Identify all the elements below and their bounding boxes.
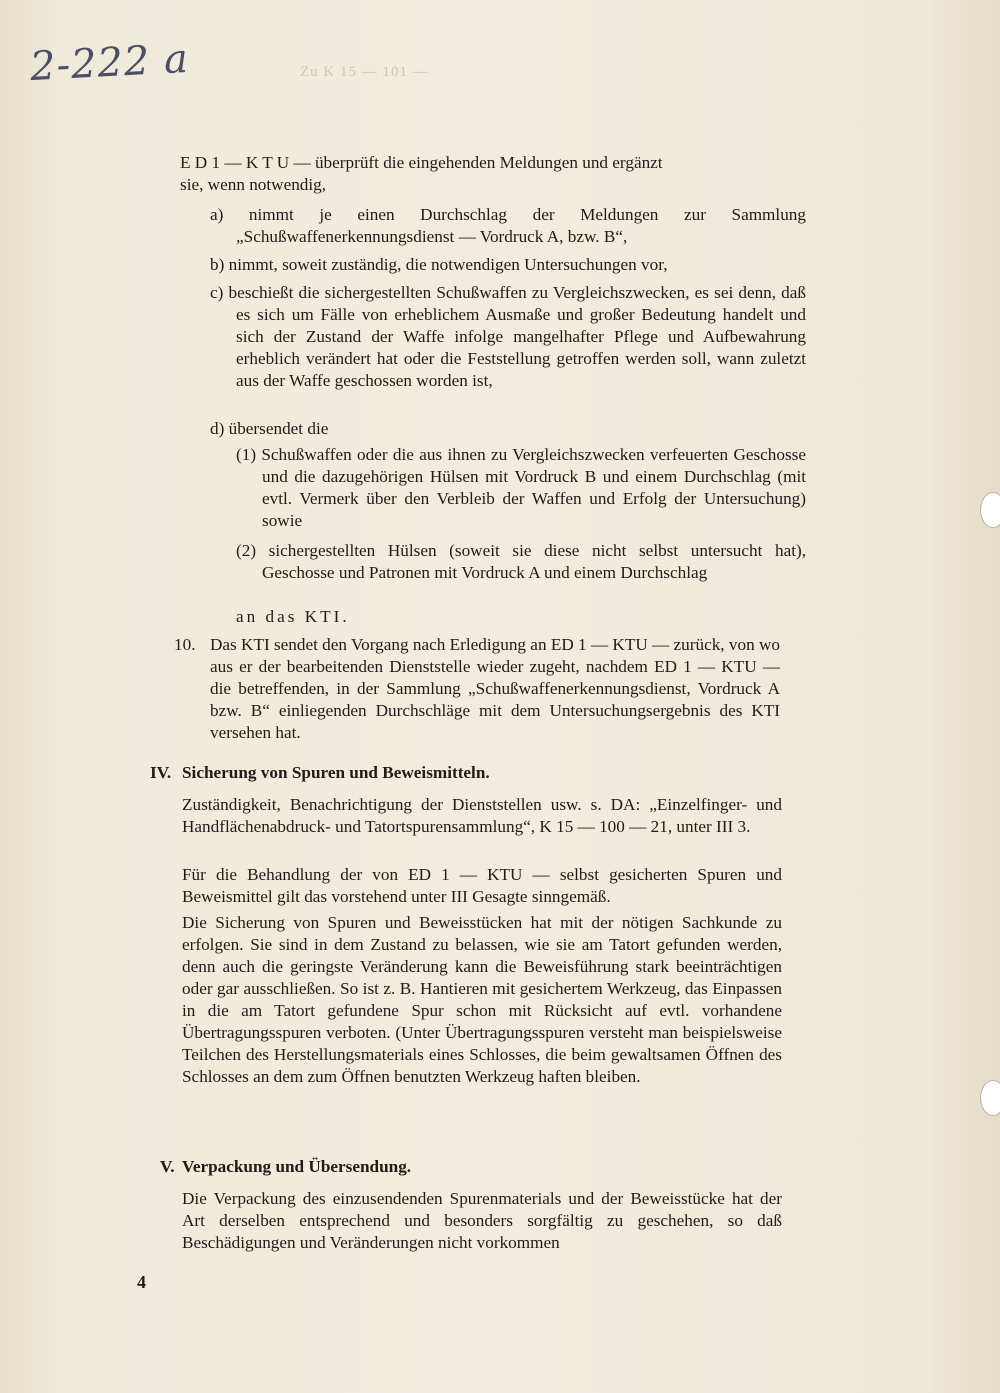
section-4-paragraph-2: Für die Behandlung der von ED 1 — KTU — selbst gesicherten Spuren und Beweismittel gilt das vorstehend unter III Gesagte sinngemäß.	[182, 865, 782, 906]
section-4-paragraph-3: Die Sicherung von Spuren und Beweisstücken hat mit der nötigen Sachkunde zu erfolgen. Sie sind in dem Zustand zu belassen, wie sie am Tatort gefunden werden, denn auch die geringste Veränderung kann die Beweisführung stark beeinträchtigen oder gar ausschließen. So ist z. B. Hantieren mit gesichertem Werkzeug, das Einpassen in die am Tatort gefundene Spur schon mit Rücksicht auf evtl. vorhandene Übertragungsspuren verboten. (Unter Übertragungsspuren versteht man beispielsweise Teilchen des Herstellungsmaterials eines Schlosses, die beim gewaltsamen Öffnen des Schlosses an dem zum Öffnen benutzten Werkzeug haften bleiben.	[182, 913, 782, 1086]
handwritten-margin-note: 2-222 a	[28, 35, 190, 91]
section-4-title: Sicherung von Spuren und Beweismitteln.	[182, 763, 490, 782]
paragraph-10-number: 10.	[174, 635, 196, 654]
list-item-d1: (1) Schußwaffen oder die aus ihnen zu Vergleichszwecken verfeuerten Geschosse und die dazugehörigen Hülsen mit Vordruck B und einem Durchschlag (mit evtl. Vermerk über den Verbleib der Waffen und Erfolg der Untersuchung) sowie	[236, 445, 806, 530]
paragraph-10-text: Das KTI sendet den Vorgang nach Erledigung an ED 1 — KTU — zurück, von wo aus er der bearbeitenden Dienststelle wieder zugeht, nachdem ED 1 — KTU — die betreffenden, in der Sammlung „Schußwaffenerkennungsdienst, Vordruck A bzw. B“ einliegenden Durchschläge mit dem Untersuchungsergebnis des KTI versehen hat.	[210, 635, 780, 742]
page-number: 4	[137, 1272, 146, 1292]
list-item-a: a) nimmt je einen Durchschlag der Meldungen zur Sammlung „Schußwaffenerkennungsdienst — Vordruck A, bzw. B“,	[210, 205, 806, 246]
section-4-paragraph-1: Zuständigkeit, Benachrichtigung der Dienststellen usw. s. DA: „Einzelfinger- und Handflächenabdruck- und Tatortspurensammlung“, K 15 — 100 — 21, unter III 3.	[182, 795, 782, 836]
intro-line-2: sie, wenn notwendig,	[180, 175, 327, 194]
section-4-number: IV.	[150, 763, 172, 782]
punch-hole	[980, 492, 1000, 528]
section-5-title: Verpackung und Übersendung.	[182, 1157, 412, 1176]
section-5-paragraph-1: Die Verpackung des einzusendenden Spurenmaterials und der Beweisstücke hat der Art derselben entsprechend und besonders sorgfältig zu geschehen, so daß Beschädigungen und Veränderungen nicht vorkommen	[182, 1189, 782, 1252]
list-item-b: b) nimmt, soweit zuständig, die notwendigen Untersuchungen vor,	[210, 255, 668, 274]
intro-line-1: E D 1 — K T U — überprüft die eingehenden Meldungen und ergänzt	[180, 153, 663, 172]
list-item-d: d) übersendet die	[210, 419, 329, 438]
section-5-number: V.	[160, 1157, 175, 1176]
list-item-d-end: an das KTI.	[236, 607, 350, 626]
punch-hole	[980, 1080, 1000, 1116]
list-item-d2: (2) sichergestellten Hülsen (soweit sie diese nicht selbst untersucht hat), Geschosse und Patronen mit Vordruck A und einem Durchschlag	[236, 541, 806, 582]
list-item-c: c) beschießt die sichergestellten Schußwaffen zu Vergleichszwecken, es sei denn, daß es sich um Fälle von erheblichem Ausmaße und großer Bedeutung handelt und sich der Zustand der Waffe infolge mangelhafter Pflege und Aufbewahrung erheblich verändert hat oder die Feststellung getroffen werden soll, wann zuletzt aus der Waffe geschossen worden ist,	[210, 283, 806, 390]
header-bleed-through: Zu K 15 — 101 —	[300, 64, 429, 80]
